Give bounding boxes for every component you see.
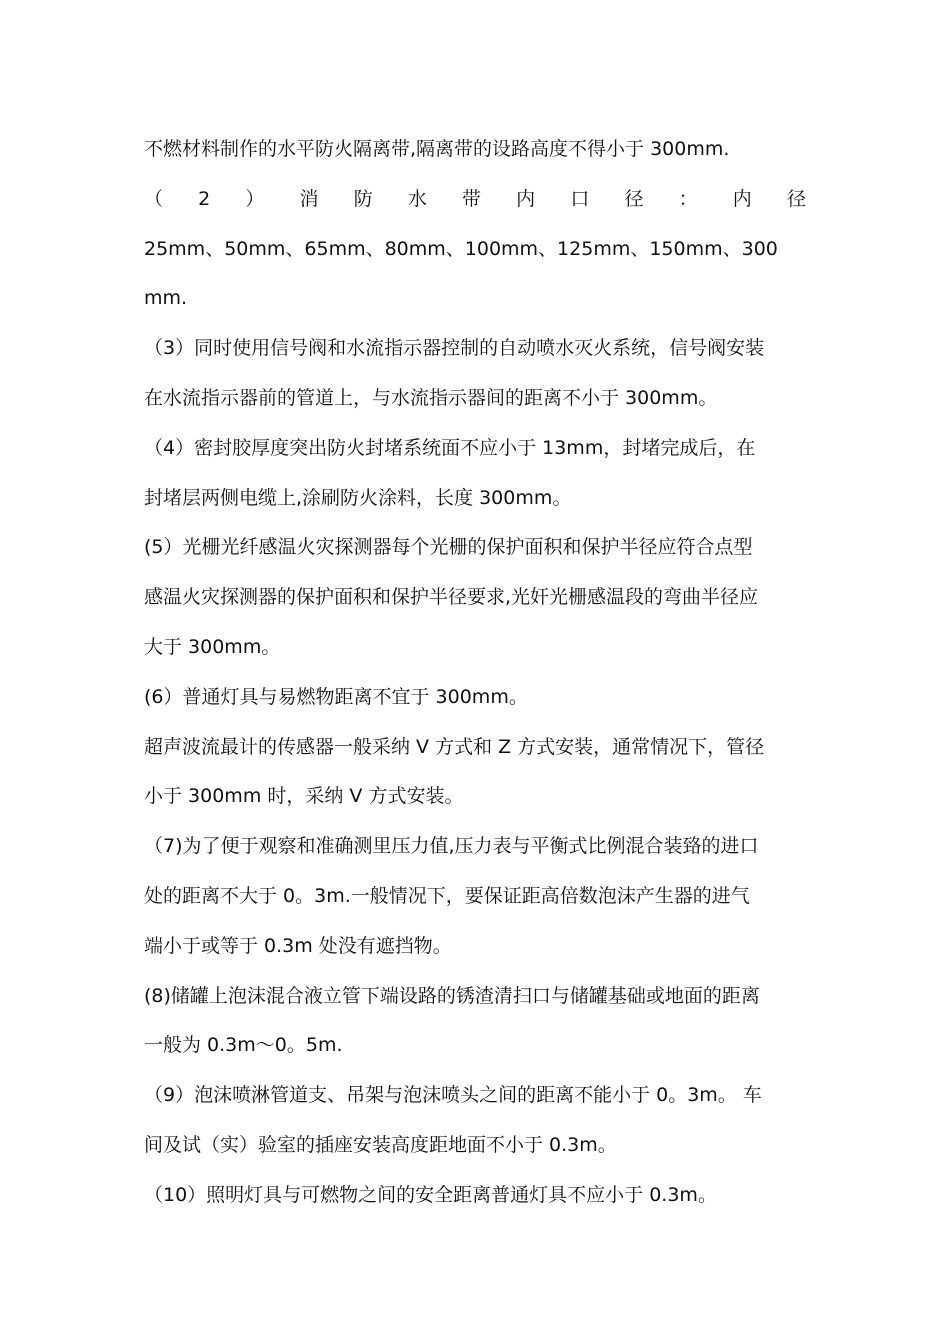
text-line-4: mm. [144, 287, 188, 310]
spread-char: （ [144, 187, 164, 210]
text-line-6: 在水流指示器前的管道上，与水流指示器间的距离不小于 300mm。 [144, 386, 718, 409]
text-line-22: （10）照明灯具与可燃物之间的安全距离普通灯具不应小于 0.3m。 [144, 1183, 717, 1206]
spread-char: 内 [732, 187, 752, 210]
text-line-7: （4）密封胶厚度突出防火封堵系统面不应小于 13mm，封堵完成后，在 [144, 436, 756, 459]
text-line-13: 超声波流最计的传感器一般采纳 V 方式和 Z 方式安装，通常情况下，管径 [144, 735, 765, 758]
text-line-12: (6）普通灯具与易燃物距离不宜于 300mm。 [144, 685, 528, 708]
spread-char: 口 [570, 187, 590, 210]
spread-char: 消 [299, 187, 319, 210]
text-line-9: (5）光栅光纤感温火灾探测器每个光栅的保护面积和保护半径应符合点型 [144, 536, 753, 559]
text-line-17: 端小于或等于 0.3m 处没有遮挡物。 [144, 934, 452, 957]
text-line-18: (8)储罐上泡沫混合液立管下端设路的锈渣清扫口与储罐基础或地面的距离 [144, 984, 760, 1007]
text-line-8: 封堵层两侧电缆上,涂刷防火涂料，长度 300mm。 [144, 486, 572, 509]
spread-char: ） [245, 187, 265, 210]
text-line-3: 25mm、50mm、65mm、80mm、100mm、125mm、150mm、300 [144, 237, 778, 260]
text-line-15: （7)为了便于观察和准确测里压力值,压力表与平衡式比例混合装臵的进口 [144, 835, 759, 858]
spread-char: 防 [353, 187, 373, 210]
text-line-1: 不燃材料制作的水平防火隔离带,隔离带的设路高度不得小于 300mm. [144, 138, 730, 160]
text-line-14: 小于 300mm 时，采纳 V 方式安装。 [144, 785, 464, 808]
text-line-16: 处的距离不大于 0。3m.一般情况下，要保证距高倍数泡沫产生器的进气 [144, 884, 750, 907]
text-line-20: （9）泡沫喷淋管道支、吊架与泡沫喷头之间的距离不能小于 0。3m。 车 [144, 1084, 762, 1107]
text-line-2-justified [144, 175, 806, 225]
text-line-10: 感温火灾探测器的保护面积和保护半径要求,光奸光栅感温段的弯曲半径应 [144, 586, 759, 609]
spread-char: ： [678, 187, 698, 210]
spread-char: 带 [462, 187, 482, 210]
spread-char: 径 [786, 187, 806, 210]
text-line-11: 大于 300mm。 [144, 635, 281, 658]
text-line-19: 一般为 0.3m～0。5m. [144, 1034, 343, 1057]
spread-char: 径 [624, 187, 644, 210]
spread-char: 2 [198, 187, 211, 210]
spread-char: 水 [407, 187, 427, 210]
document-page [144, 125, 806, 1221]
text-line-21: 间及试（实）验室的插座安装高度距地面不小于 0.3m。 [144, 1133, 617, 1156]
text-line-5: （3）同时使用信号阀和水流指示器控制的自动喷水灭火系统，信号阀安装 [144, 337, 765, 360]
spread-char: 内 [516, 187, 536, 210]
